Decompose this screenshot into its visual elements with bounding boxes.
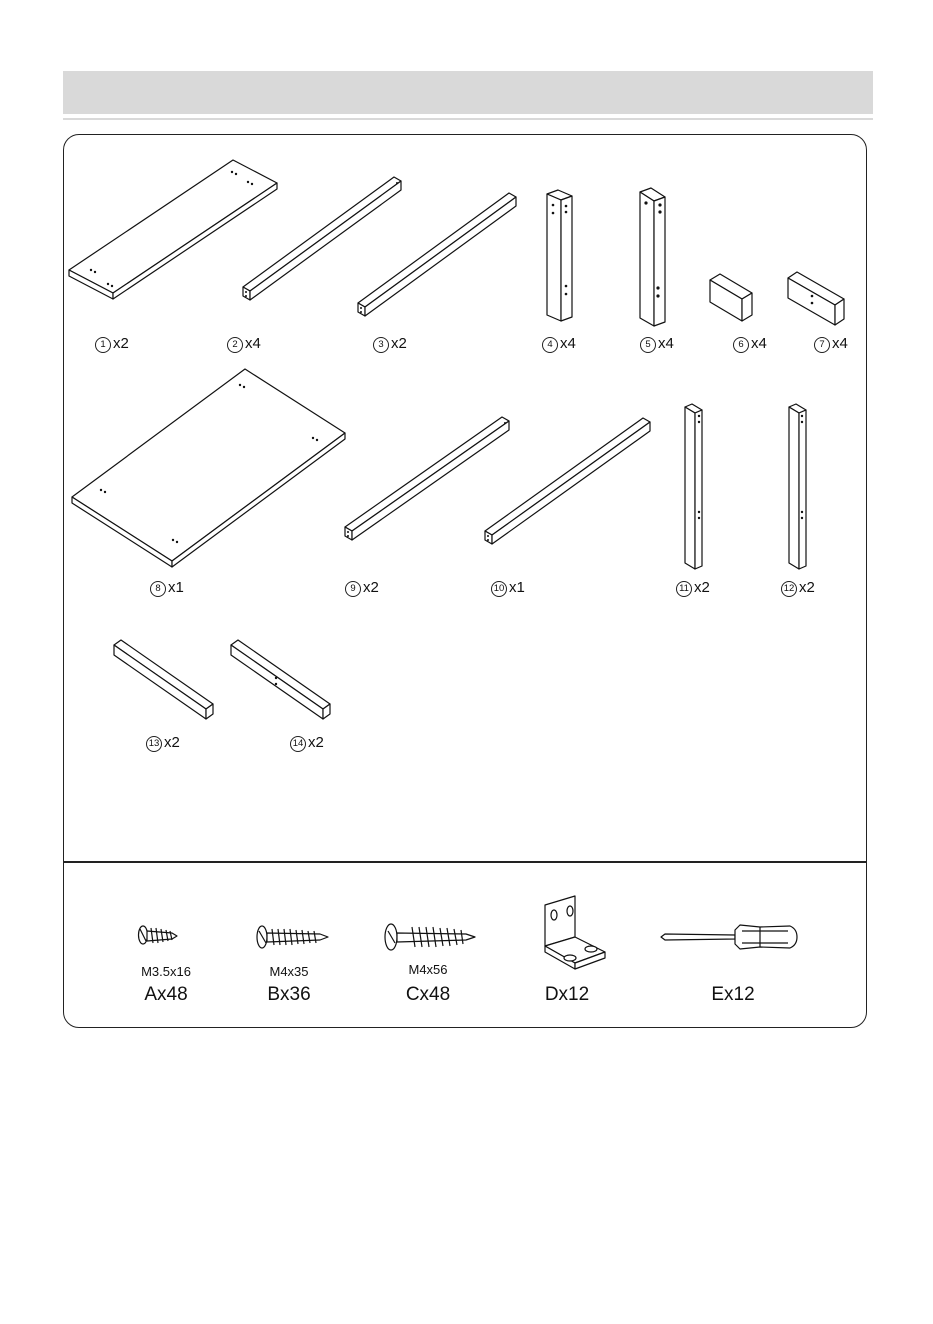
part-label-6 [733, 335, 767, 353]
hardware-spec-b: M4x35 [269, 964, 309, 979]
corner-bracket-icon [545, 896, 605, 969]
part-number-9: 9 [345, 581, 361, 597]
part-11-post-drawing [685, 404, 702, 569]
hardware-count-d: Dx12 [544, 984, 590, 1005]
part-number-4: 4 [542, 337, 558, 353]
part-3-rail-drawing [358, 193, 516, 316]
part-quantity-9: x2 [363, 579, 379, 596]
part-4-post-drawing [547, 190, 572, 321]
part-label-9 [345, 579, 379, 597]
part-number-13: 13 [146, 736, 162, 752]
part-6-block-drawing [710, 274, 752, 321]
part-7-block-drawing [788, 272, 844, 325]
part-label-1 [95, 335, 129, 353]
part-quantity-5: x4 [658, 335, 674, 352]
part-quantity-7: x4 [832, 335, 848, 352]
part-label-13 [146, 734, 180, 752]
part-quantity-11: x2 [694, 579, 710, 596]
part-quantity-12: x2 [799, 579, 815, 596]
part-label-4 [542, 335, 576, 353]
part-9-rail-drawing [345, 417, 509, 540]
part-number-11: 11 [676, 581, 692, 597]
part-number-8: 8 [150, 581, 166, 597]
part-label-3 [373, 335, 407, 353]
part-number-3: 3 [373, 337, 389, 353]
part-number-1: 1 [95, 337, 111, 353]
part-label-12 [781, 579, 815, 597]
hardware-count-c: Cx48 [405, 984, 451, 1005]
part-13-rail-drawing [114, 640, 213, 719]
part-quantity-3: x2 [391, 335, 407, 352]
part-quantity-4: x4 [560, 335, 576, 352]
hardware-spec-c: M4x56 [408, 962, 448, 977]
hardware-count-a: Ax48 [144, 984, 188, 1005]
part-14-rail-drawing [231, 640, 330, 719]
hardware-spec-a: M3.5x16 [141, 964, 191, 979]
part-quantity-6: x4 [751, 335, 767, 352]
part-8-panel-drawing [72, 369, 345, 567]
screwdriver-icon [661, 925, 797, 949]
part-10-rail-drawing [485, 418, 650, 544]
part-number-14: 14 [290, 736, 306, 752]
long-screw-icon [385, 924, 475, 950]
part-number-5: 5 [640, 337, 656, 353]
part-number-7: 7 [814, 337, 830, 353]
screw-icon [257, 926, 328, 948]
part-number-6: 6 [733, 337, 749, 353]
hardware-count-b: Bx36 [267, 984, 311, 1005]
part-label-7 [814, 335, 848, 353]
part-number-12: 12 [781, 581, 797, 597]
part-5-post-drawing [640, 188, 665, 326]
small-screw-icon [139, 926, 178, 944]
part-label-14 [290, 734, 324, 752]
part-quantity-13: x2 [164, 734, 180, 751]
part-quantity-10: x1 [509, 579, 525, 596]
part-quantity-14: x2 [308, 734, 324, 751]
part-label-2 [227, 335, 261, 353]
part-1-panel-drawing [69, 160, 277, 299]
part-quantity-1: x2 [113, 335, 129, 352]
part-number-2: 2 [227, 337, 243, 353]
part-label-11 [676, 579, 710, 597]
part-12-post-drawing [789, 404, 806, 569]
part-label-10 [491, 579, 525, 597]
part-quantity-8: x1 [168, 579, 184, 596]
hardware-count-e: Ex12 [711, 984, 755, 1005]
part-quantity-2: x4 [245, 335, 261, 352]
part-number-10: 10 [491, 581, 507, 597]
part-label-5 [640, 335, 674, 353]
part-label-8 [150, 579, 184, 597]
